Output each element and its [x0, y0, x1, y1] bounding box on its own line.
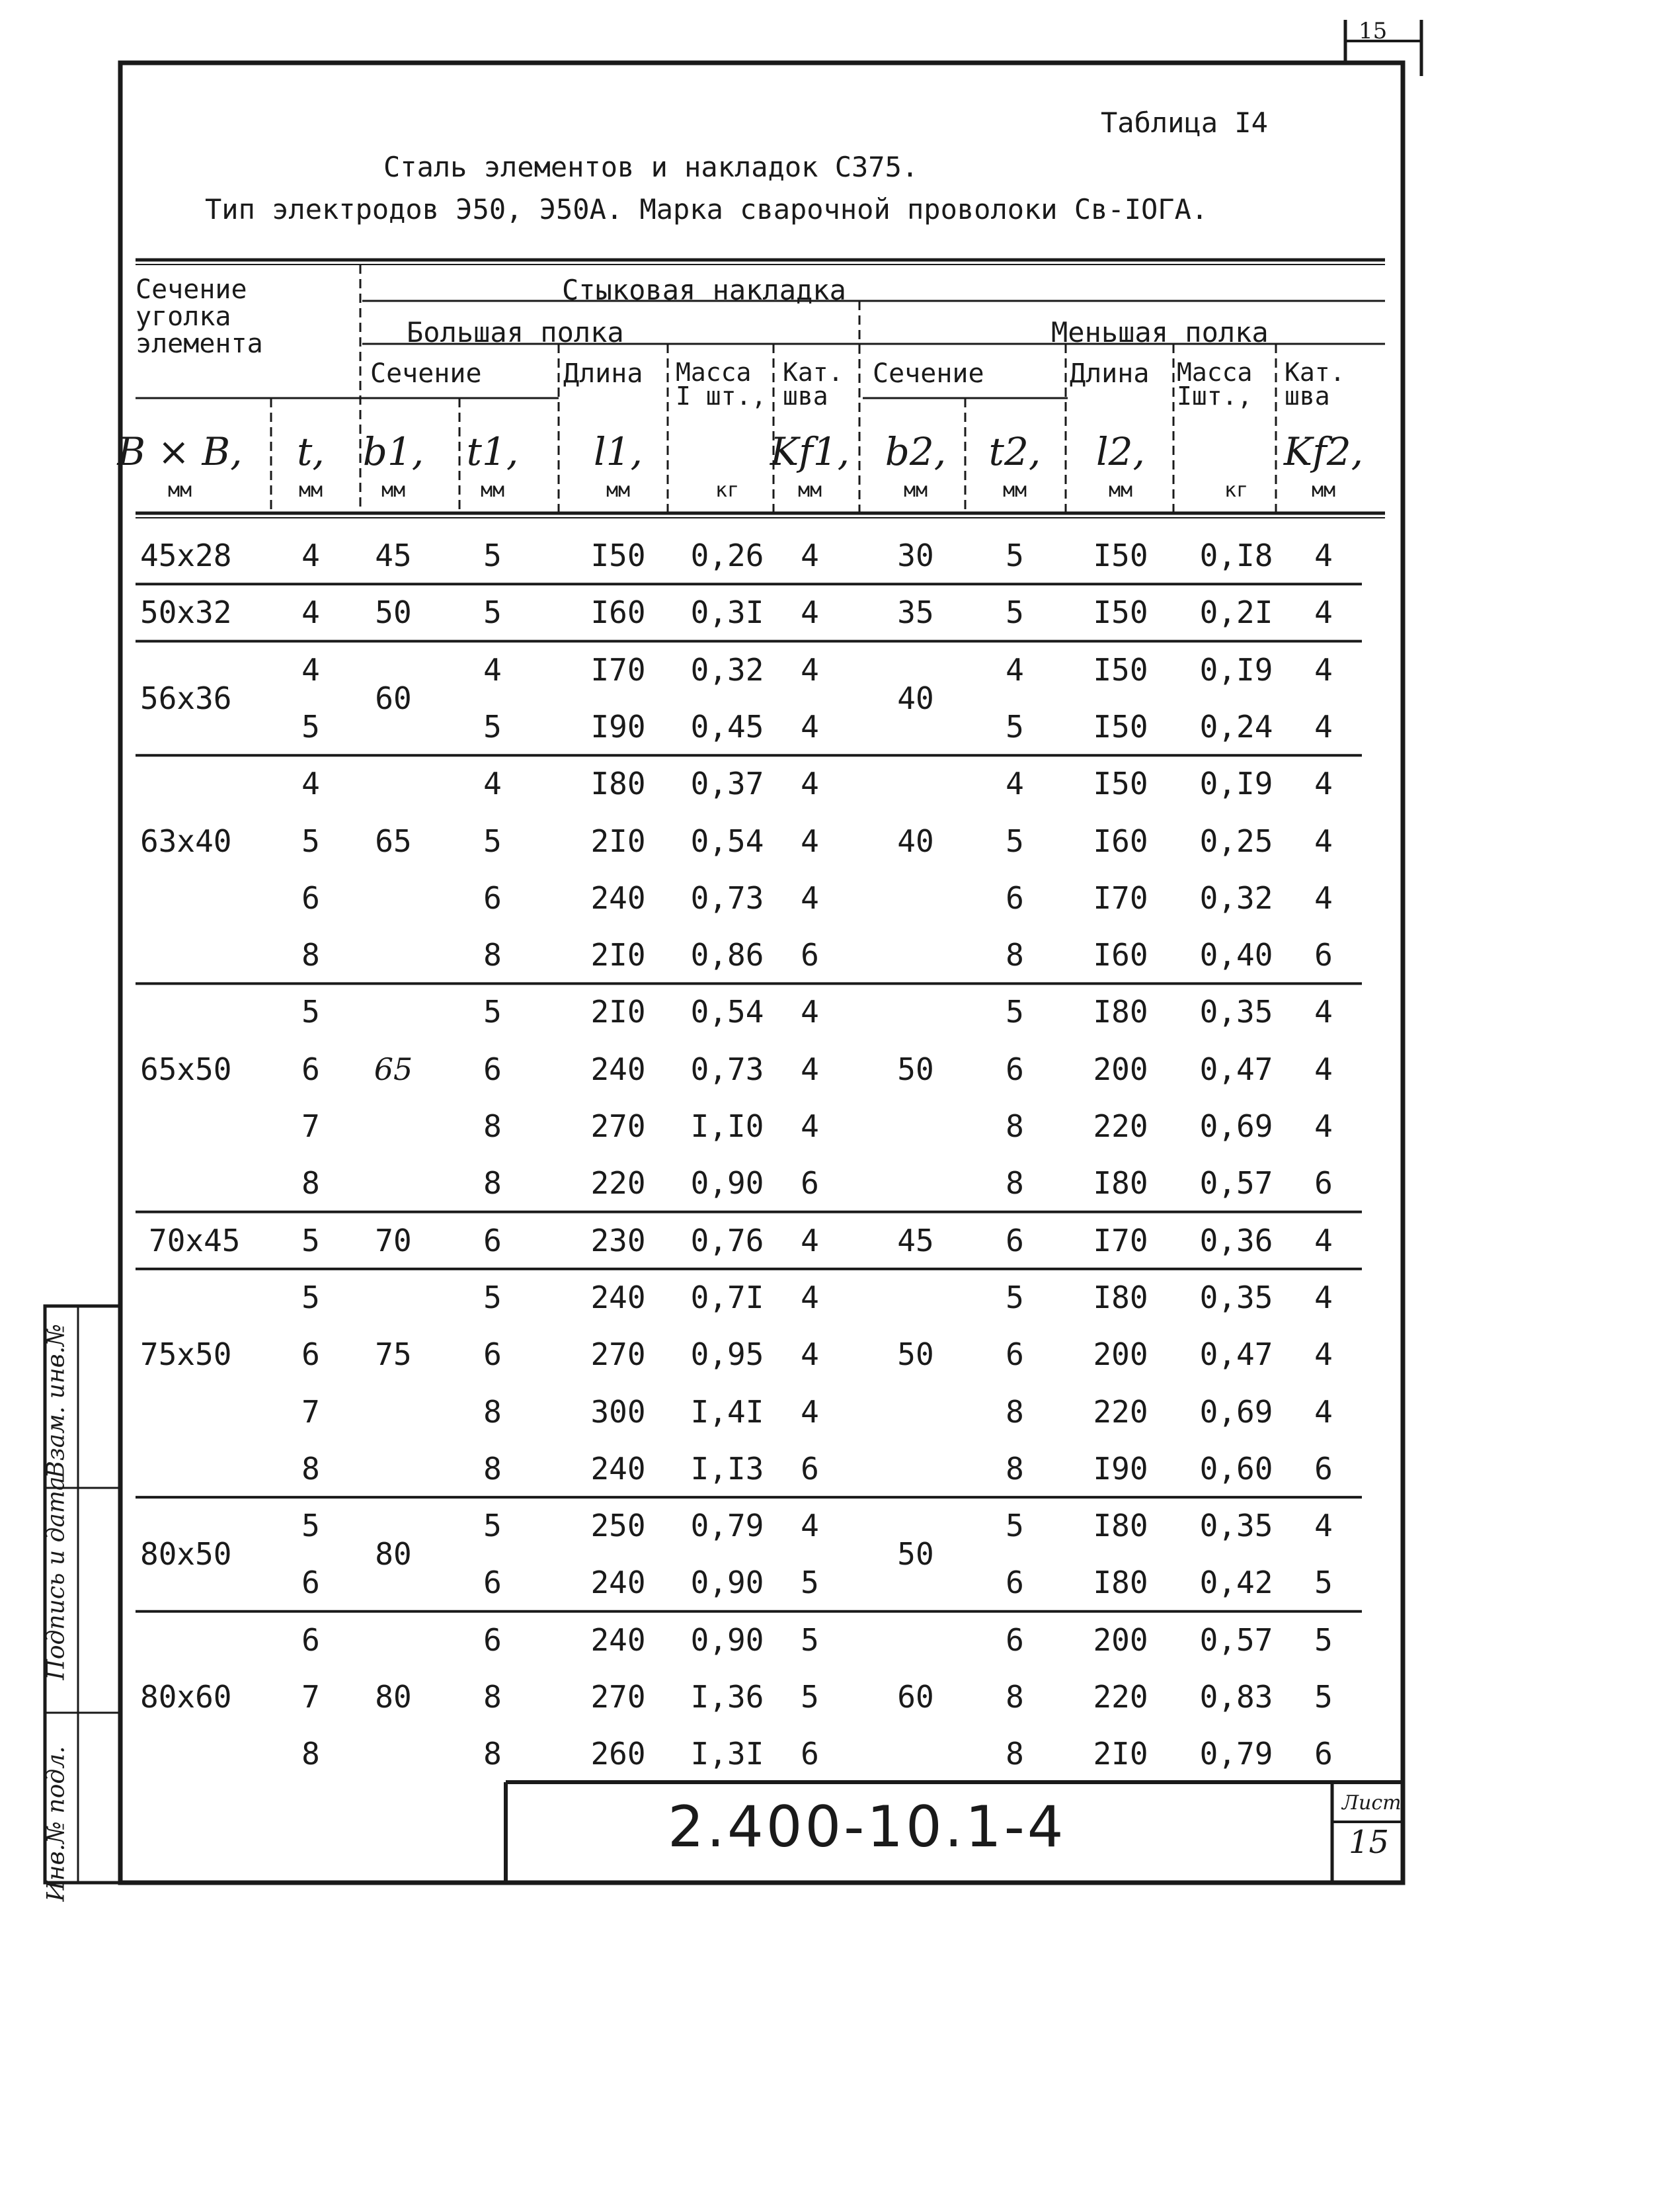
cell-r17-c10: 0,35 — [1199, 1508, 1273, 1544]
cell-r7-c5: 0,86 — [690, 937, 764, 973]
cell-r18-c9: I80 — [1093, 1565, 1148, 1601]
cell-r11-c11: 6 — [1314, 1165, 1333, 1202]
cell-r8-c11: 4 — [1314, 994, 1333, 1030]
symbol-t2: t2, — [988, 429, 1041, 474]
cell-r18-c4: 240 — [590, 1565, 646, 1601]
cell-r4-c10: 0,I9 — [1199, 766, 1273, 802]
cell-r5-c8: 5 — [1006, 823, 1024, 859]
cell-r12-c1: 5 — [301, 1222, 320, 1258]
cell-r14-c0: 75x50 — [140, 1336, 232, 1373]
unit-l1: мм — [606, 479, 631, 502]
symbol-t1: t1, — [466, 429, 519, 474]
cell-r16-c8: 8 — [1006, 1450, 1024, 1487]
cell-r17-c4: 250 — [590, 1508, 646, 1544]
cell-r10-c6: 4 — [801, 1108, 819, 1144]
symbol-t: t, — [297, 429, 325, 474]
cell-r20-c0: 80x60 — [140, 1679, 232, 1715]
cell-r1-c4: I60 — [590, 594, 646, 631]
cell-r11-c8: 8 — [1006, 1165, 1024, 1202]
cell-r9-c5: 0,73 — [690, 1051, 764, 1087]
cell-r13-c9: I80 — [1093, 1279, 1148, 1315]
cell-r14-c8: 6 — [1006, 1336, 1024, 1373]
cell-r19-c5: 0,90 — [690, 1621, 764, 1658]
cell-r5-c4: 2I0 — [590, 823, 646, 859]
cell-r17-c7: 50 — [897, 1536, 934, 1573]
cell-r21-c5: I,3I — [690, 1736, 764, 1772]
cell-r11-c10: 0,57 — [1199, 1165, 1273, 1202]
cell-r5-c0: 63x40 — [140, 823, 232, 859]
cell-r11-c4: 220 — [590, 1165, 646, 1202]
cell-r20-c7: 60 — [897, 1679, 934, 1715]
cell-r10-c5: I,I0 — [690, 1108, 764, 1144]
cell-r15-c6: 4 — [801, 1393, 819, 1430]
unit-m1: кг — [715, 479, 740, 502]
document-code: 2.400-10.1-4 — [668, 1794, 1066, 1860]
unit-m2: кг — [1224, 479, 1249, 502]
header-section-angle: Сечение уголка элемента — [136, 274, 263, 359]
cell-r16-c4: 240 — [590, 1450, 646, 1487]
cell-r14-c10: 0,47 — [1199, 1336, 1273, 1373]
symbol-kf1: Kf1, — [770, 429, 850, 474]
cell-r5-c1: 5 — [301, 823, 320, 859]
cell-r12-c0: 70x45 — [149, 1222, 241, 1258]
cell-r14-c3: 6 — [483, 1336, 502, 1373]
cell-r20-c3: 8 — [483, 1679, 502, 1715]
cell-r2-c2: 60 — [375, 680, 412, 716]
cell-r6-c6: 4 — [801, 880, 819, 916]
cell-r19-c1: 6 — [301, 1621, 320, 1658]
header-mass-1: Масса I шт., — [676, 358, 767, 411]
symbol-b2: b2, — [885, 429, 947, 474]
cell-r15-c11: 4 — [1314, 1393, 1333, 1430]
cell-r21-c3: 8 — [483, 1736, 502, 1772]
cell-r16-c3: 8 — [483, 1450, 502, 1487]
cell-r9-c11: 4 — [1314, 1051, 1333, 1087]
cell-r18-c10: 0,42 — [1199, 1565, 1273, 1601]
title-line-2: Тип электродов Э50, Э50А. Марка сварочной проволоки Св-IОГА. — [205, 193, 1208, 225]
cell-r0-c8: 5 — [1006, 538, 1024, 573]
unit-kf2: мм — [1311, 479, 1336, 502]
cell-r21-c4: 260 — [590, 1736, 646, 1772]
sheet-number: 15 — [1349, 1824, 1390, 1861]
cell-r6-c3: 6 — [483, 880, 502, 916]
cell-r10-c11: 4 — [1314, 1108, 1333, 1144]
cell-r8-c5: 0,54 — [690, 994, 764, 1030]
cell-r14-c7: 50 — [897, 1336, 934, 1373]
cell-r9-c7: 50 — [897, 1051, 934, 1087]
cell-r9-c1: 6 — [301, 1051, 320, 1087]
cell-r5-c3: 5 — [483, 823, 502, 859]
cell-r5-c11: 4 — [1314, 823, 1333, 859]
cell-r18-c1: 6 — [301, 1565, 320, 1601]
cell-r18-c11: 5 — [1314, 1565, 1333, 1601]
cell-r12-c5: 0,76 — [690, 1222, 764, 1258]
cell-r3-c5: 0,45 — [690, 708, 764, 745]
cell-r9-c6: 4 — [801, 1051, 819, 1087]
cell-r0-c3: 5 — [483, 538, 502, 573]
cell-r21-c8: 8 — [1006, 1736, 1024, 1772]
symbol-l2: l2, — [1096, 429, 1145, 474]
cell-r1-c6: 4 — [801, 594, 819, 631]
cell-r16-c10: 0,60 — [1199, 1450, 1273, 1487]
cell-r10-c8: 8 — [1006, 1108, 1024, 1144]
cell-r20-c4: 270 — [590, 1679, 646, 1715]
cell-r0-c0: 45x28 — [140, 538, 232, 573]
cell-r17-c9: I80 — [1093, 1508, 1148, 1544]
cell-r17-c1: 5 — [301, 1508, 320, 1544]
cell-r14-c2: 75 — [375, 1336, 412, 1373]
title-line-1: Сталь элементов и накладок С375. — [383, 151, 919, 183]
cell-r0-c10: 0,I8 — [1199, 538, 1273, 573]
cell-r14-c6: 4 — [801, 1336, 819, 1373]
cell-r4-c9: I50 — [1093, 766, 1148, 802]
cell-r1-c1: 4 — [301, 594, 320, 631]
cell-r20-c11: 5 — [1314, 1679, 1333, 1715]
cell-r14-c1: 6 — [301, 1336, 320, 1373]
cell-r3-c6: 4 — [801, 708, 819, 745]
cell-r18-c3: 6 — [483, 1565, 502, 1601]
cell-r0-c6: 4 — [801, 538, 819, 573]
cell-r5-c6: 4 — [801, 823, 819, 859]
cell-r17-c8: 5 — [1006, 1508, 1024, 1544]
cell-r1-c10: 0,2I — [1199, 594, 1273, 631]
cell-r10-c9: 220 — [1093, 1108, 1148, 1144]
cell-r20-c5: I,36 — [690, 1679, 764, 1715]
cell-r17-c11: 4 — [1314, 1508, 1333, 1544]
cell-r12-c9: I70 — [1093, 1222, 1148, 1258]
cell-r1-c7: 35 — [897, 594, 934, 631]
cell-r9-c10: 0,47 — [1199, 1051, 1273, 1087]
cell-r1-c11: 4 — [1314, 594, 1333, 631]
symbol-l1: l1, — [594, 429, 643, 474]
cell-r16-c9: I90 — [1093, 1450, 1148, 1487]
header-small-flange: Меньшая полка — [1051, 316, 1269, 348]
side-label-inv-podl: Инв.№ подл. — [42, 1746, 70, 1902]
unit-t1: мм — [480, 479, 505, 502]
cell-r19-c3: 6 — [483, 1621, 502, 1658]
cell-r12-c2: 70 — [375, 1222, 412, 1258]
sheet-label: Лист — [1342, 1791, 1402, 1815]
cell-r17-c3: 5 — [483, 1508, 502, 1544]
cell-r12-c3: 6 — [483, 1222, 502, 1258]
cell-r8-c9: I80 — [1093, 994, 1148, 1030]
cell-r4-c8: 4 — [1006, 766, 1024, 802]
cell-r4-c5: 0,37 — [690, 766, 764, 802]
cell-r2-c0: 56x36 — [140, 680, 232, 716]
cell-r13-c4: 240 — [590, 1279, 646, 1315]
cell-r15-c10: 0,69 — [1199, 1393, 1273, 1430]
cell-r17-c2: 80 — [375, 1536, 412, 1573]
cell-r4-c3: 4 — [483, 766, 502, 802]
symbol-kf2: Kf2, — [1283, 429, 1364, 474]
cell-r1-c5: 0,3I — [690, 594, 764, 631]
cell-r4-c6: 4 — [801, 766, 819, 802]
cell-r6-c4: 240 — [590, 880, 646, 916]
cell-r19-c6: 5 — [801, 1621, 819, 1658]
cell-r13-c10: 0,35 — [1199, 1279, 1273, 1315]
cell-r13-c11: 4 — [1314, 1279, 1333, 1315]
cell-r9-c8: 6 — [1006, 1051, 1024, 1087]
cell-r6-c11: 4 — [1314, 880, 1333, 916]
cell-r7-c4: 2I0 — [590, 937, 646, 973]
cell-r12-c4: 230 — [590, 1222, 646, 1258]
cell-r7-c11: 6 — [1314, 937, 1333, 973]
cell-r19-c8: 6 — [1006, 1621, 1024, 1658]
cell-r6-c1: 6 — [301, 880, 320, 916]
cell-r14-c4: 270 — [590, 1336, 646, 1373]
cell-r7-c3: 8 — [483, 937, 502, 973]
cell-r3-c9: I50 — [1093, 708, 1148, 745]
cell-r12-c8: 6 — [1006, 1222, 1024, 1258]
cell-r20-c6: 5 — [801, 1679, 819, 1715]
header-mass-2: Масса Iшт., — [1177, 358, 1253, 411]
cell-r21-c9: 2I0 — [1093, 1736, 1148, 1772]
cell-r15-c1: 7 — [301, 1393, 320, 1430]
cell-r6-c10: 0,32 — [1199, 880, 1273, 916]
cell-r18-c5: 0,90 — [690, 1565, 764, 1601]
cell-r17-c5: 0,79 — [690, 1508, 764, 1544]
cell-r10-c3: 8 — [483, 1108, 502, 1144]
cell-r16-c6: 6 — [801, 1450, 819, 1487]
header-section-1: Сечение — [370, 358, 482, 389]
cell-r18-c8: 6 — [1006, 1565, 1024, 1601]
cell-r2-c5: 0,32 — [690, 651, 764, 688]
cell-r3-c1: 5 — [301, 708, 320, 745]
cell-r4-c4: I80 — [590, 766, 646, 802]
cell-r16-c1: 8 — [301, 1450, 320, 1487]
cell-r6-c5: 0,73 — [690, 880, 764, 916]
cell-r21-c1: 8 — [301, 1736, 320, 1772]
cell-r5-c9: I60 — [1093, 823, 1148, 859]
cell-r2-c8: 4 — [1006, 651, 1024, 688]
header-big-flange: Большая полка — [407, 316, 624, 348]
cell-r4-c11: 4 — [1314, 766, 1333, 802]
cell-r15-c3: 8 — [483, 1393, 502, 1430]
cell-r0-c9: I50 — [1093, 538, 1148, 573]
cell-r12-c7: 45 — [897, 1222, 934, 1258]
cell-r10-c1: 7 — [301, 1108, 320, 1144]
cell-r3-c8: 5 — [1006, 708, 1024, 745]
page-number: 15 — [1359, 18, 1388, 44]
cell-r21-c11: 6 — [1314, 1736, 1333, 1772]
cell-r20-c8: 8 — [1006, 1679, 1024, 1715]
cell-r0-c2: 45 — [375, 538, 412, 573]
cell-r16-c11: 6 — [1314, 1450, 1333, 1487]
cell-r8-c6: 4 — [801, 994, 819, 1030]
cell-r15-c4: 300 — [590, 1393, 646, 1430]
cell-r9-c2: 65 — [374, 1051, 413, 1087]
cell-r12-c11: 4 — [1314, 1222, 1333, 1258]
cell-r0-c11: 4 — [1314, 538, 1333, 573]
cell-r8-c1: 5 — [301, 994, 320, 1030]
cell-r7-c9: I60 — [1093, 937, 1148, 973]
cell-r3-c3: 5 — [483, 708, 502, 745]
table-label: Таблица I4 — [1101, 106, 1268, 139]
cell-r3-c4: I90 — [590, 708, 646, 745]
cell-r1-c8: 5 — [1006, 594, 1024, 631]
cell-r21-c6: 6 — [801, 1736, 819, 1772]
cell-r19-c9: 200 — [1093, 1621, 1148, 1658]
cell-r8-c8: 5 — [1006, 994, 1024, 1030]
cell-r6-c8: 6 — [1006, 880, 1024, 916]
cell-r2-c9: I50 — [1093, 651, 1148, 688]
cell-r0-c4: I50 — [590, 538, 646, 573]
cell-r18-c6: 5 — [801, 1565, 819, 1601]
cell-r11-c6: 6 — [801, 1165, 819, 1202]
header-weld-2: Кат. шва — [1285, 358, 1345, 411]
cell-r19-c11: 5 — [1314, 1621, 1333, 1658]
cell-r20-c10: 0,83 — [1199, 1679, 1273, 1715]
cell-r3-c10: 0,24 — [1199, 708, 1273, 745]
cell-r13-c6: 4 — [801, 1279, 819, 1315]
cell-r19-c4: 240 — [590, 1621, 646, 1658]
header-butt-plate: Стыковая накладка — [562, 274, 846, 306]
cell-r12-c10: 0,36 — [1199, 1222, 1273, 1258]
cell-r7-c1: 8 — [301, 937, 320, 973]
cell-r11-c1: 8 — [301, 1165, 320, 1202]
cell-r0-c1: 4 — [301, 538, 320, 573]
symbol-bxb: B × B, — [117, 429, 243, 474]
cell-r16-c5: I,I3 — [690, 1450, 764, 1487]
cell-r17-c6: 4 — [801, 1508, 819, 1544]
header-length-2: Длина — [1070, 358, 1150, 389]
cell-r7-c6: 6 — [801, 937, 819, 973]
cell-r14-c5: 0,95 — [690, 1336, 764, 1373]
cell-r1-c0: 50x32 — [140, 594, 232, 631]
cell-r2-c1: 4 — [301, 651, 320, 688]
cell-r12-c6: 4 — [801, 1222, 819, 1258]
cell-r7-c8: 8 — [1006, 937, 1024, 973]
cell-r17-c0: 80x50 — [140, 1536, 232, 1573]
unit-l2: мм — [1108, 479, 1133, 502]
cell-r0-c5: 0,26 — [690, 538, 764, 573]
cell-r13-c3: 5 — [483, 1279, 502, 1315]
cell-r8-c4: 2I0 — [590, 994, 646, 1030]
cell-r3-c11: 4 — [1314, 708, 1333, 745]
cell-r6-c9: I70 — [1093, 880, 1148, 916]
unit-bxb: мм — [167, 479, 192, 502]
cell-r2-c3: 4 — [483, 651, 502, 688]
cell-r9-c4: 240 — [590, 1051, 646, 1087]
cell-r5-c10: 0,25 — [1199, 823, 1273, 859]
cell-r2-c6: 4 — [801, 651, 819, 688]
cell-r9-c3: 6 — [483, 1051, 502, 1087]
cell-r15-c9: 220 — [1093, 1393, 1148, 1430]
cell-r1-c3: 5 — [483, 594, 502, 631]
cell-r10-c10: 0,69 — [1199, 1108, 1273, 1144]
cell-r10-c4: 270 — [590, 1108, 646, 1144]
header-section-2: Сечение — [873, 358, 984, 389]
cell-r20-c2: 80 — [375, 1679, 412, 1715]
header-length-1: Длина — [563, 358, 643, 389]
cell-r8-c3: 5 — [483, 994, 502, 1030]
cell-r2-c10: 0,I9 — [1199, 651, 1273, 688]
cell-r13-c1: 5 — [301, 1279, 320, 1315]
cell-r2-c4: I70 — [590, 651, 646, 688]
cell-r19-c10: 0,57 — [1199, 1621, 1273, 1658]
cell-r0-c7: 30 — [897, 538, 934, 573]
cell-r8-c10: 0,35 — [1199, 994, 1273, 1030]
cell-r11-c5: 0,90 — [690, 1165, 764, 1202]
cell-r21-c10: 0,79 — [1199, 1736, 1273, 1772]
header-weld-1: Кат. шва — [783, 358, 844, 411]
unit-b2: мм — [903, 479, 928, 502]
symbol-b1: b1, — [362, 429, 424, 474]
cell-r13-c5: 0,7I — [690, 1279, 764, 1315]
cell-r15-c5: I,4I — [690, 1393, 764, 1430]
cell-r9-c0: 65x50 — [140, 1051, 232, 1087]
cell-r4-c1: 4 — [301, 766, 320, 802]
cell-r5-c7: 40 — [897, 823, 934, 859]
cell-r13-c8: 5 — [1006, 1279, 1024, 1315]
cell-r1-c9: I50 — [1093, 594, 1148, 631]
cell-r2-c11: 4 — [1314, 651, 1333, 688]
unit-kf1: мм — [797, 479, 822, 502]
cell-r14-c11: 4 — [1314, 1336, 1333, 1373]
unit-t2: мм — [1002, 479, 1027, 502]
cell-r1-c2: 50 — [375, 594, 412, 631]
cell-r9-c9: 200 — [1093, 1051, 1148, 1087]
cell-r20-c1: 7 — [301, 1679, 320, 1715]
cell-r11-c9: I80 — [1093, 1165, 1148, 1202]
side-label-signature-date: Подпись и дата — [42, 1476, 70, 1680]
cell-r20-c9: 220 — [1093, 1679, 1148, 1715]
cell-r2-c7: 40 — [897, 680, 934, 716]
unit-t: мм — [298, 479, 323, 502]
cell-r14-c9: 200 — [1093, 1336, 1148, 1373]
cell-r5-c5: 0,54 — [690, 823, 764, 859]
cell-r7-c10: 0,40 — [1199, 937, 1273, 973]
side-label-vzam-inv: Взам. инв.№ — [42, 1323, 70, 1479]
unit-b1: мм — [381, 479, 406, 502]
cell-r5-c2: 65 — [375, 823, 412, 859]
cell-r15-c8: 8 — [1006, 1393, 1024, 1430]
cell-r11-c3: 8 — [483, 1165, 502, 1202]
